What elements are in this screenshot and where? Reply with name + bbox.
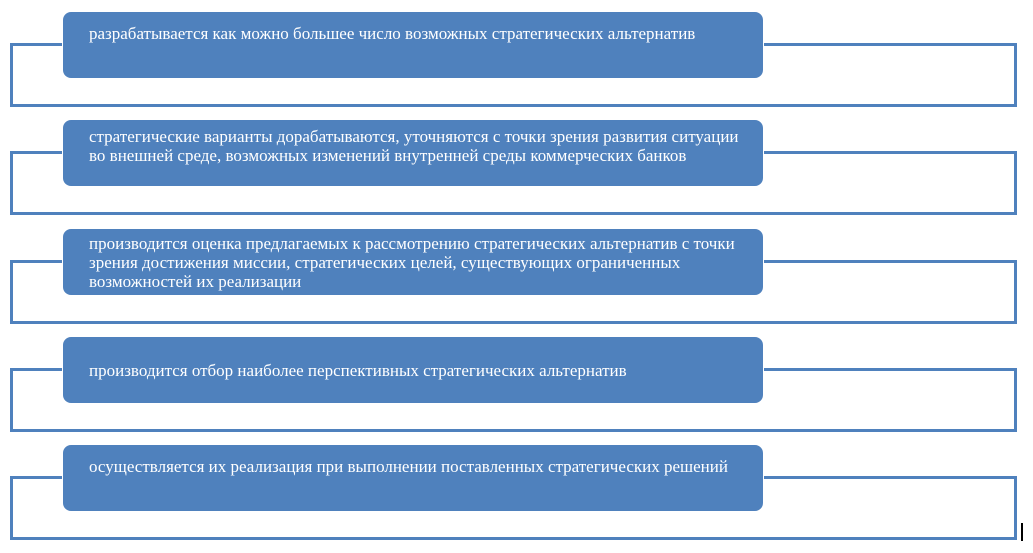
step-text: производится отбор наиболее перспективных стратегических альтернатив — [89, 360, 627, 380]
step-box — [63, 445, 763, 511]
step-box — [63, 12, 763, 78]
step-box — [63, 229, 763, 295]
step-text: стратегические варианты дорабатываются, уточняются с точки зрения развития ситуации во внешней среде, возможных изменений внутренней среды коммерческих банков — [89, 127, 739, 165]
step-box — [63, 337, 763, 403]
step-box — [63, 120, 763, 186]
step-text: осуществляется их реализация при выполнении поставленных стратегических решений — [89, 457, 728, 476]
process-step-5 — [0, 445, 1033, 553]
step-text: производится оценка предлагаемых к рассмотрению стратегических альтернатив с точки зрения достижения миссии, стратегических целей, существующих ограниченных возможностей их реализации — [89, 234, 735, 291]
process-step-2 — [0, 120, 1033, 228]
process-step-4 — [0, 337, 1033, 445]
text-cursor — [1021, 523, 1023, 541]
process-step-3 — [0, 229, 1033, 337]
process-step-1 — [0, 12, 1033, 120]
step-text: разрабатывается как можно большее число возможных стратегических альтернатив — [89, 24, 696, 43]
